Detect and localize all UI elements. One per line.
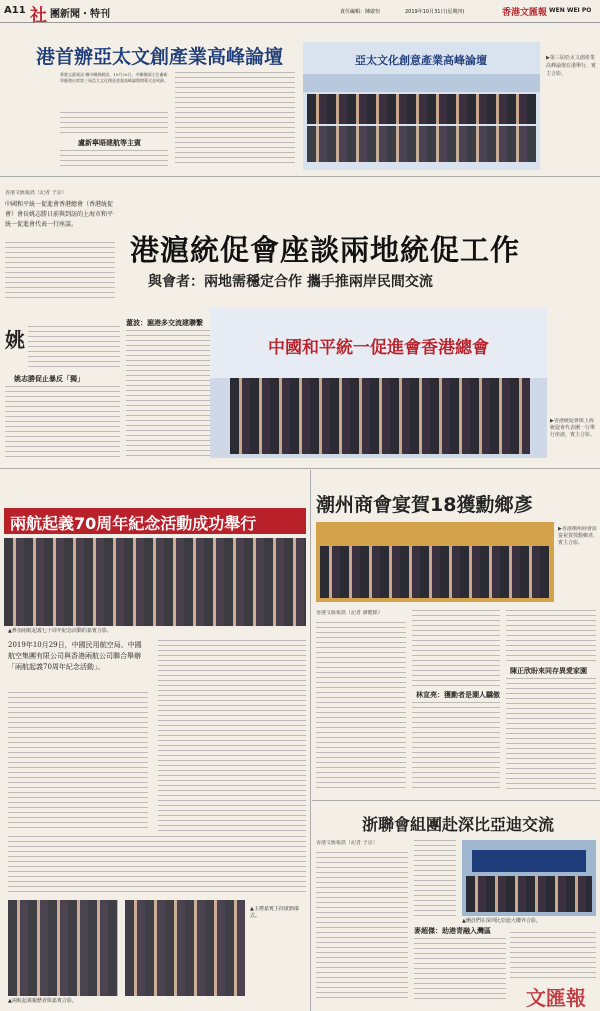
watermark-logo: 文匯報 (526, 986, 586, 1010)
summit-group-row-2 (307, 126, 536, 162)
chiuchow-group (320, 546, 550, 598)
summit-stage-backdrop (303, 74, 540, 92)
unification-subhead-dong: 董波：滬港多交流建聯繫 (126, 319, 203, 327)
unification-lede: 中國和平統一促進會香港總會（香港統促會）會長姚志勝日前與到訪的上海市和平統一促進會代表一行座談。 (5, 201, 114, 228)
issue-date: 2019年10月31日(星期四) (405, 9, 465, 15)
unification-byline: 香港文匯報訊（記者 子京） (5, 190, 67, 196)
chiuchow-subhead-lin: 林宣亮：獲勳者是潮人驕傲 (416, 691, 500, 699)
unification-dropcap: 姚 (5, 328, 25, 352)
chiuchow-caption: ▶香港潮州商會設宴祝賀授勳鄉彥，賓主合影。 (558, 526, 598, 546)
airlines-body-text-3 (8, 836, 306, 896)
airlines-headline: 兩航起義70周年紀念活動成功舉行 (10, 514, 257, 533)
zhejiang-group (466, 876, 592, 912)
summit-lede: 香港文匯報訊 據中聯辦網訊，10月20日，中聯辦副主任盧新寧應邀出席第三屆亞太文化創意產業高峰論壇開幕式並致辭。 (60, 72, 168, 83)
unification-body-text (5, 242, 115, 302)
section-title: 團新聞・特刊 (50, 9, 110, 20)
summit-headline: 港首辦亞太文創產業高峰論壇 (36, 46, 284, 68)
airlines-headline-bar (4, 508, 306, 534)
summit-body-text-3 (60, 150, 168, 170)
unification-group (230, 378, 530, 454)
editor-credit: 責任編輯：陳啟恒 (340, 9, 381, 15)
unification-body-text-2 (28, 326, 120, 370)
airlines-body-text (8, 692, 148, 832)
summit-body-text (175, 72, 295, 167)
story-chiuchow (312, 470, 600, 801)
chiuchow-body-text-5 (506, 678, 596, 792)
unification-caption: ▶香港統促會與上海統促會代表團一行舉行座談，賓主合影。 (550, 418, 596, 438)
unification-subhead-yao: 姚志勝促止暴反「獨」 (14, 375, 84, 383)
zhejiang-body-text-3 (414, 938, 506, 1002)
chiuchow-photo (316, 522, 554, 602)
story-summit (0, 24, 600, 177)
summit-side-caption: ▶第三屆亞太文創產業高峰論壇在港舉行，賓主合影。 (546, 55, 596, 77)
page-number: A11 (4, 5, 26, 16)
chiuchow-body-text-3 (412, 702, 500, 792)
zhejiang-photo (462, 840, 596, 916)
airlines-group-photo (4, 538, 306, 626)
masthead-logo: 社 (30, 6, 47, 26)
unification-subheadline: 與會者：兩地需穩定合作 攜手推兩岸民間交流 (148, 274, 433, 290)
airlines-bottom-photo-a (8, 900, 118, 996)
unification-headline: 港滬統促會座談兩地統促工作 (130, 233, 521, 267)
zhejiang-headline: 浙聯會組團赴深比亞迪交流 (362, 815, 555, 834)
zhejiang-body-text-4 (510, 932, 596, 980)
summit-group-row-1 (307, 94, 536, 124)
chiuchow-headline: 潮州商會宴賀18獲勳鄉彥 (316, 494, 533, 516)
airlines-bottom-caption-a: ▲兩航起義親歷者與嘉賓合影。 (8, 998, 77, 1004)
unification-banner-text: 中國和平統一促進會香港總會 (268, 338, 489, 358)
chiuchow-body-text (316, 622, 406, 792)
zhejiang-subhead: 麥超傑：助港青融入灣區 (414, 927, 491, 935)
airlines-bottom-caption-b: ▲主禮嘉賓主持啟動儀式。 (250, 906, 299, 919)
story-airlines (0, 470, 311, 1011)
zhejiang-caption: ▲團員們在深圳比亞迪大樓外合影。 (462, 918, 541, 924)
zhejiang-banner (472, 850, 586, 872)
zhejiang-byline: 香港文匯報訊（記者 子京） (316, 840, 378, 846)
paper-name-en: WEN WEI PO (549, 7, 592, 14)
airlines-body-text-2 (158, 640, 306, 832)
paper-name: 香港文匯報 (502, 8, 548, 18)
chiuchow-body-text-4 (506, 610, 596, 662)
airlines-bottom-photo-b (125, 900, 245, 996)
chiuchow-body-text-2 (412, 610, 500, 686)
chiuchow-subhead-chan: 陳正欣盼來同存異愛家園 (510, 667, 587, 675)
chiuchow-byline: 香港文匯報訊（記者 譚健銘） (316, 610, 383, 616)
summit-banner-text: 亞太文化創意產業高峰論壇 (355, 54, 487, 67)
zhejiang-body-text-2 (414, 840, 456, 920)
story-unification (0, 178, 600, 469)
summit-subhead: 盧新寧晤建航等主賓 (78, 139, 141, 147)
story-zhejiang (312, 802, 600, 1011)
unification-body-text-3 (5, 386, 120, 460)
airlines-photo-caption: ▲參加兩航起義七十周年紀念活動的嘉賓合影。 (8, 628, 112, 634)
zhejiang-body-text (316, 852, 408, 1002)
airlines-lede: 2019年10月29日，中國民用航空局、中國航空集團有限公司與香港兩航公司聯合舉辦「兩航起義70周年紀念活動」。 (8, 641, 142, 671)
summit-body-text-2 (60, 112, 168, 134)
masthead (0, 0, 600, 26)
summit-photo (303, 42, 540, 170)
unification-photo (210, 308, 547, 458)
